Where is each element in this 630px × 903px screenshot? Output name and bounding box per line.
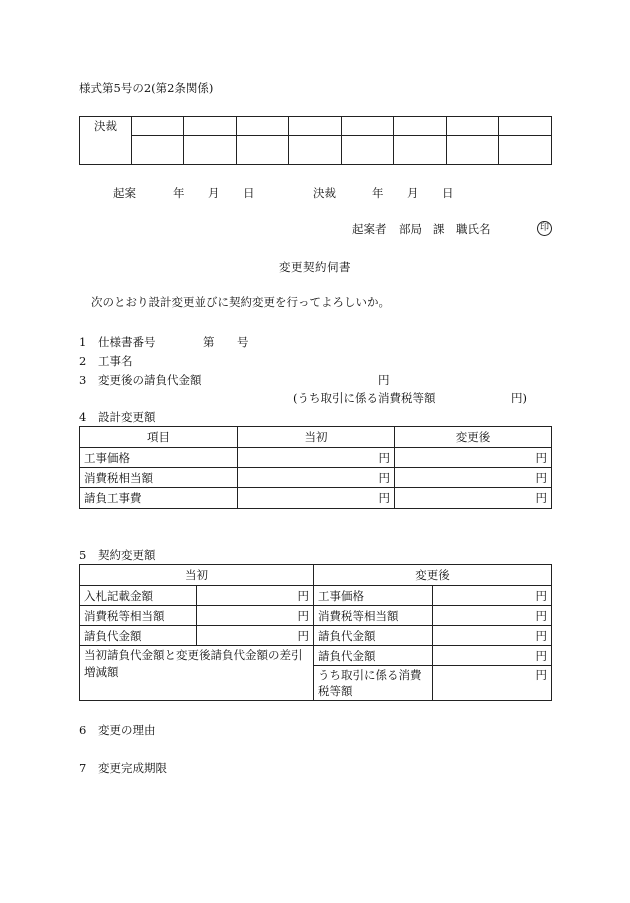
tax-note: (うち取引に係る消費税等額 — [293, 391, 436, 405]
row-label: 消費税等相当額 — [314, 606, 433, 626]
kian-day: 日 — [243, 186, 255, 200]
kian-year: 年 — [173, 186, 185, 200]
row-label: 消費税相当額 — [80, 468, 238, 488]
amount-cell[interactable]: 円 — [395, 488, 552, 509]
item-label: 変更後の請負代金額 — [98, 373, 202, 387]
amount-cell[interactable]: 円 — [433, 666, 552, 701]
kessai-label: 決裁 — [313, 186, 336, 200]
design-change-table — [79, 426, 552, 509]
item-label: 契約変更額 — [98, 548, 156, 562]
column-header: 当初 — [80, 565, 314, 586]
kian-month: 月 — [208, 186, 220, 200]
item-number: 1 — [79, 335, 87, 349]
approval-cell[interactable] — [289, 117, 342, 136]
approval-cell[interactable] — [132, 117, 184, 136]
row-label: 請負代金額 — [80, 626, 197, 646]
approval-cell[interactable] — [447, 117, 499, 136]
amount-cell[interactable]: 円 — [395, 468, 552, 488]
approval-cell[interactable] — [237, 117, 289, 136]
approval-cell[interactable] — [342, 117, 394, 136]
table-row — [80, 646, 552, 666]
row-label: 消費税等相当額 — [80, 606, 197, 626]
kessai-month: 月 — [407, 186, 419, 200]
approval-cell[interactable] — [184, 136, 237, 165]
amount-cell[interactable]: 円 — [433, 626, 552, 646]
approval-cell[interactable] — [499, 117, 552, 136]
kessai-year: 年 — [372, 186, 384, 200]
table-row — [80, 488, 552, 509]
item-label: 設計変更額 — [98, 410, 156, 424]
approval-cell[interactable] — [132, 136, 184, 165]
amount-cell[interactable]: 円 — [197, 626, 314, 646]
amount-cell[interactable]: 円 — [433, 646, 552, 666]
approval-cell[interactable] — [342, 136, 394, 165]
spec-go: 号 — [237, 335, 249, 349]
table-row — [80, 586, 552, 606]
amount-cell[interactable]: 円 — [395, 448, 552, 468]
item-label: 工事名 — [98, 354, 133, 368]
contract-change-table — [79, 564, 552, 701]
approval-table — [79, 116, 552, 165]
approval-cell[interactable] — [184, 117, 237, 136]
drafter-shoku: 職氏名 — [456, 222, 491, 236]
tax-label-cell — [314, 666, 433, 701]
column-header: 変更後 — [314, 565, 552, 586]
column-header: 当初 — [238, 427, 395, 448]
form-number: 様式第5号の2(第2条関係) — [79, 81, 214, 95]
row-label: 請負代金額 — [314, 646, 433, 666]
approval-cell[interactable] — [394, 117, 447, 136]
approval-cell[interactable] — [447, 136, 499, 165]
table-row — [80, 448, 552, 468]
yen-unit: 円 — [378, 373, 390, 387]
diff-label-line1: 当初請負代金額と変更後請負代金額の差引 — [84, 648, 303, 662]
item-number: 4 — [79, 410, 87, 424]
approval-cell[interactable] — [394, 136, 447, 165]
tax-label-line2: 税等額 — [318, 684, 353, 698]
item-number: 2 — [79, 354, 87, 368]
amount-cell[interactable]: 円 — [433, 586, 552, 606]
approval-cell[interactable] — [289, 136, 342, 165]
amount-cell[interactable]: 円 — [238, 448, 395, 468]
item-number: 6 — [79, 723, 87, 737]
drafter-bukyoku: 部局 — [399, 222, 422, 236]
tax-note-close: 円) — [511, 391, 527, 405]
table-row — [80, 606, 552, 626]
amount-cell[interactable]: 円 — [433, 606, 552, 626]
approval-cell[interactable] — [237, 136, 289, 165]
amount-cell[interactable]: 円 — [238, 488, 395, 509]
table-row — [80, 626, 552, 646]
approval-label: 決裁 — [80, 117, 132, 165]
kian-label: 起案 — [113, 186, 136, 200]
column-header: 項目 — [80, 427, 238, 448]
drafter-label: 起案者 — [352, 222, 387, 236]
item-label: 変更完成期限 — [98, 761, 167, 775]
table-row — [80, 468, 552, 488]
item-number: 3 — [79, 373, 87, 387]
seal-icon: 印 — [537, 221, 552, 236]
amount-cell[interactable]: 円 — [238, 468, 395, 488]
intro-text: 次のとおり設計変更並びに契約変更を行ってよろしいか。 — [91, 295, 390, 309]
tax-label-line1: うち取引に係る消費 — [318, 668, 422, 682]
row-label: 工事価格 — [314, 586, 433, 606]
diff-label-line2: 増減額 — [84, 665, 119, 679]
row-label: 入札記載金額 — [80, 586, 197, 606]
spec-dai: 第 — [203, 335, 215, 349]
column-header: 変更後 — [395, 427, 552, 448]
item-label: 仕様書番号 — [98, 335, 156, 349]
drafter-ka: 課 — [433, 222, 445, 236]
row-label: 工事価格 — [80, 448, 238, 468]
row-label: 請負代金額 — [314, 626, 433, 646]
item-label: 変更の理由 — [98, 723, 156, 737]
diff-label-cell — [80, 646, 314, 701]
approval-cell[interactable] — [499, 136, 552, 165]
item-number: 7 — [79, 761, 87, 775]
amount-cell[interactable]: 円 — [197, 606, 314, 626]
amount-cell[interactable]: 円 — [197, 586, 314, 606]
document-title: 変更契約伺書 — [279, 260, 351, 274]
kessai-day: 日 — [442, 186, 454, 200]
row-label: 請負工事費 — [80, 488, 238, 509]
item-number: 5 — [79, 548, 87, 562]
